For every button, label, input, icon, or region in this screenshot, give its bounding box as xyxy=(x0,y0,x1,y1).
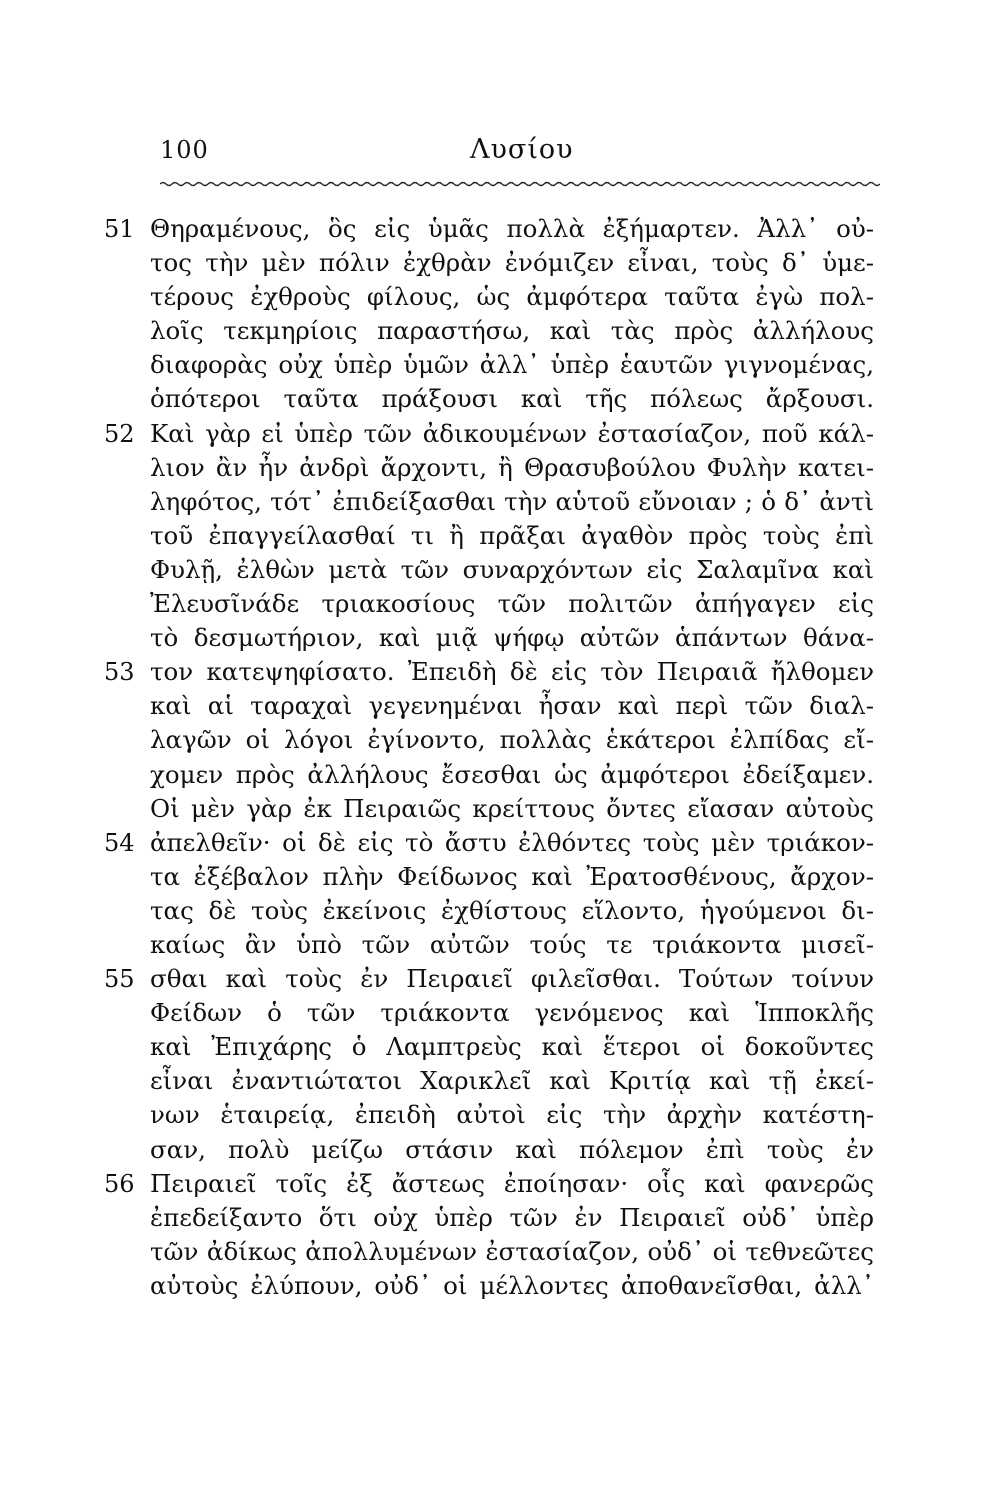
text-line xyxy=(0,792,987,826)
page-number: 100 xyxy=(160,136,209,164)
section-number: 52 xyxy=(104,419,135,448)
text-line xyxy=(0,1064,987,1098)
line-text: καὶ Ἐπιχάρης ὁ Λαμπτρεὺς καὶ ἕτεροι οἱ δοκοῦντες xyxy=(150,1032,874,1062)
line-text: τοῦ ἐπαγγείλασθαί τι ἢ πρᾶξαι ἀγαθὸν πρὸς τοὺς ἐπὶ xyxy=(150,520,874,550)
line-text: ἀπελθεῖν· οἱ δὲ εἰς τὸ ἄστυ ἐλθόντες τοὺς μὲν τριάκον- xyxy=(150,827,874,857)
section-number: 56 xyxy=(104,1169,135,1198)
line-text: λιον ἂν ἦν ἀνδρὶ ἄρχοντι, ἢ Θρασυβούλου Φυλὴν κατει- xyxy=(150,452,874,482)
text-line xyxy=(0,1235,987,1269)
text-line xyxy=(0,894,987,928)
text-line xyxy=(0,417,987,451)
text-line xyxy=(0,860,987,894)
line-text: εἶναι ἐναντιώτατοι Χαρικλεῖ καὶ Κριτίᾳ καὶ τῇ ἐκεί- xyxy=(150,1066,874,1096)
body-text xyxy=(0,212,987,1303)
text-line xyxy=(0,348,987,382)
text-line xyxy=(0,314,987,348)
text-line xyxy=(0,621,987,655)
line-text: ἐπεδείξαντο ὅτι οὐχ ὑπὲρ τῶν ἐν Πειραιεῖ οὐδ᾽ ὑπὲρ xyxy=(150,1202,874,1232)
line-text: Οἱ μὲν γὰρ ἐκ Πειραιῶς κρείττους ὄντες εἴασαν αὐτοὺς xyxy=(150,793,874,823)
text-line xyxy=(0,587,987,621)
header-wavy-rule xyxy=(160,180,880,188)
text-line xyxy=(0,1133,987,1167)
line-text: αὐτοὺς ἐλύπουν, οὐδ᾽ οἱ μέλλοντες ἀποθανεῖσθαι, ἀλλ᾽ xyxy=(150,1270,874,1300)
line-text: τα ἐξέβαλον πλὴν Φείδωνος καὶ Ἐρατοσθένους, ἄρχον- xyxy=(150,861,874,891)
line-text: Ἐλευσῖνάδε τριακοσίους τῶν πολιτῶν ἀπήγαγεν εἰς xyxy=(150,589,874,619)
text-line xyxy=(0,382,987,416)
text-line xyxy=(0,451,987,485)
text-line xyxy=(0,1030,987,1064)
text-line xyxy=(0,826,987,860)
line-text: Θηραμένους, ὃς εἰς ὑμᾶς πολλὰ ἐξήμαρτεν. Ἀλλ᾽ οὐ- xyxy=(150,214,874,243)
line-text: λοῖς τεκμηρίοις παραστήσω, καὶ τὰς πρὸς ἀλλήλους xyxy=(150,316,874,346)
text-line xyxy=(0,723,987,757)
text-line xyxy=(0,996,987,1030)
line-text: Φείδων ὁ τῶν τριάκοντα γενόμενος καὶ Ἱπποκλῆς xyxy=(150,998,874,1028)
line-text: Πειραιεῖ τοῖς ἐξ ἄστεως ἐποίησαν· οἷς καὶ φανερῶς xyxy=(150,1168,874,1198)
text-line xyxy=(0,689,987,723)
section-number: 53 xyxy=(104,658,135,687)
line-text: τος τὴν μὲν πόλιν ἐχθρὰν ἐνόμιζεν εἶναι, τοὺς δ᾽ ὑμε- xyxy=(150,248,874,278)
text-line xyxy=(0,246,987,280)
text-line xyxy=(0,1201,987,1235)
line-text: τέρους ἐχθροὺς φίλους, ὡς ἀμφότερα ταῦτα ἐγὼ πολ- xyxy=(150,282,874,312)
line-text: τας δὲ τοὺς ἐκείνοις ἐχθίστους εἵλοντο, ἡγούμενοι δι- xyxy=(150,895,874,925)
line-text: ὁπότεροι ταῦτα πράξουσι καὶ τῆς πόλεως ἄρξουσι. xyxy=(150,384,874,414)
section-number: 55 xyxy=(104,965,135,994)
section-number: 51 xyxy=(104,215,135,243)
line-text: καίως ἂν ὑπὸ τῶν αὐτῶν τούς τε τριάκοντα μισεῖ- xyxy=(150,929,874,959)
text-line xyxy=(0,1098,987,1132)
line-text: χομεν πρὸς ἀλλήλους ἔσεσθαι ὡς ἀμφότεροι ἐδείξαμεν. xyxy=(150,759,874,789)
line-text: σαν, πολὺ μείζω στάσιν καὶ πόλεμον ἐπὶ τοὺς ἐν xyxy=(150,1134,874,1164)
section-number: 54 xyxy=(104,828,135,857)
line-text: τον κατεψηφίσατο. Ἐπειδὴ δὲ εἰς τὸν Πειραιᾶ ἤλθομεν xyxy=(150,657,874,687)
text-line xyxy=(0,962,987,996)
line-text: ληφότος, τότ᾽ ἐπιδείξασθαι τὴν αὑτοῦ εὔνοιαν ; ὁ δ᾽ ἀντὶ xyxy=(150,486,874,516)
text-line xyxy=(0,1269,987,1303)
line-text: Φυλῇ, ἐλθὼν μετὰ τῶν συναρχόντων εἰς Σαλαμῖνα καὶ xyxy=(150,554,874,584)
text-line xyxy=(0,1167,987,1201)
line-text: τὸ δεσμωτήριον, καὶ μιᾷ ψήφῳ αὐτῶν ἁπάντων θάνα- xyxy=(150,623,874,653)
line-text: διαφορὰς οὐχ ὑπὲρ ὑμῶν ἀλλ᾽ ὑπὲρ ἑαυτῶν γιγνομένας, xyxy=(150,350,874,380)
running-header xyxy=(160,136,880,176)
text-line xyxy=(0,928,987,962)
text-line xyxy=(0,553,987,587)
text-line xyxy=(0,519,987,553)
line-text: νων ἑταιρείᾳ, ἐπειδὴ αὐτοὶ εἰς τὴν ἀρχὴν κατέστη- xyxy=(150,1100,874,1130)
line-text: τῶν ἀδίκως ἀπολλυμένων ἐστασίαζον, οὐδ᾽ οἱ τεθνεῶτες xyxy=(150,1236,874,1266)
text-line xyxy=(0,758,987,792)
text-line xyxy=(0,485,987,519)
running-title: Λυσίου xyxy=(470,134,574,165)
line-text: λαγῶν οἱ λόγοι ἐγίνοντο, πολλὰς ἑκάτεροι ἐλπίδας εἴ- xyxy=(150,725,874,755)
line-text: Καὶ γὰρ εἰ ὑπὲρ τῶν ἀδικουμένων ἐστασίαζον, ποῦ κάλ- xyxy=(150,418,874,448)
text-line xyxy=(0,212,987,246)
text-line xyxy=(0,655,987,689)
line-text: σθαι καὶ τοὺς ἐν Πειραιεῖ φιλεῖσθαι. Τούτων τοίνυν xyxy=(150,964,874,994)
text-line xyxy=(0,280,987,314)
line-text: καὶ αἱ ταραχαὶ γεγενημέναι ἦσαν καὶ περὶ τῶν διαλ- xyxy=(150,691,874,721)
